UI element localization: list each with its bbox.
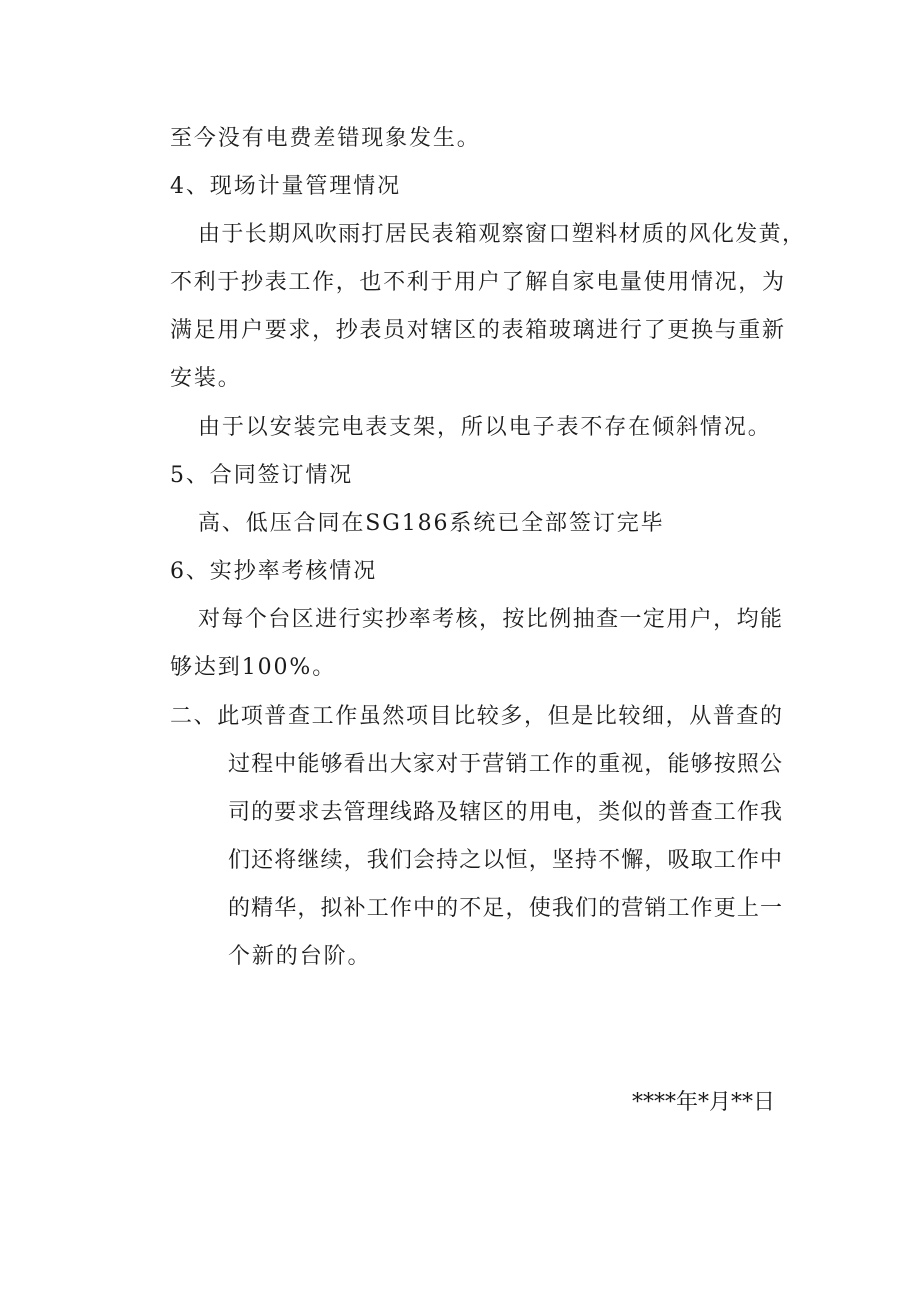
paragraph-line-15: 司的要求去管理线路及辖区的用电，类似的普查工作我 <box>228 800 782 825</box>
paragraph-line-11: 对每个台区进行实抄率考核，按比例抽查一定用户，均能 <box>198 607 782 632</box>
paragraph-line-3: 由于长期风吹雨打居民表箱观察窗口塑料材质的风化发黄， <box>198 222 804 247</box>
paragraph-line-4: 不利于抄表工作，也不利于用户了解自家电量使用情况，为 <box>170 270 784 295</box>
paragraph-line-7: 由于以安装完电表支架，所以电子表不存在倾斜情况。 <box>198 415 772 440</box>
paragraph-line-9: 高、低压合同在SG186系统已全部签订完毕 <box>198 511 665 536</box>
paragraph-line-12: 够达到100%。 <box>170 655 337 680</box>
paragraph-line-16: 们还将继续，我们会持之以恒，坚持不懈，吸取工作中 <box>228 848 782 873</box>
section-heading-5: 5、合同签订情况 <box>170 463 354 488</box>
paragraph-line-17: 的精华，拟补工作中的不足，使我们的营销工作更上一 <box>228 896 782 921</box>
paragraph-line-18: 个新的台阶。 <box>228 944 372 969</box>
paragraph-line-1: 至今没有电费差错现象发生。 <box>170 126 481 151</box>
section-heading-4: 4、现场计量管理情况 <box>170 174 401 199</box>
section-heading-two: 二、此项普查工作虽然项目比较多，但是比较细，从普查的 <box>170 704 782 729</box>
date-line: ****年*月**日 <box>632 1090 776 1115</box>
section-heading-6: 6、实抄率考核情况 <box>170 559 378 584</box>
paragraph-line-5: 满足用户要求，抄表员对辖区的表箱玻璃进行了更换与重新 <box>170 318 784 343</box>
paragraph-line-14: 过程中能够看出大家对于营销工作的重视，能够按照公 <box>228 752 782 777</box>
paragraph-line-6: 安装。 <box>170 366 242 391</box>
